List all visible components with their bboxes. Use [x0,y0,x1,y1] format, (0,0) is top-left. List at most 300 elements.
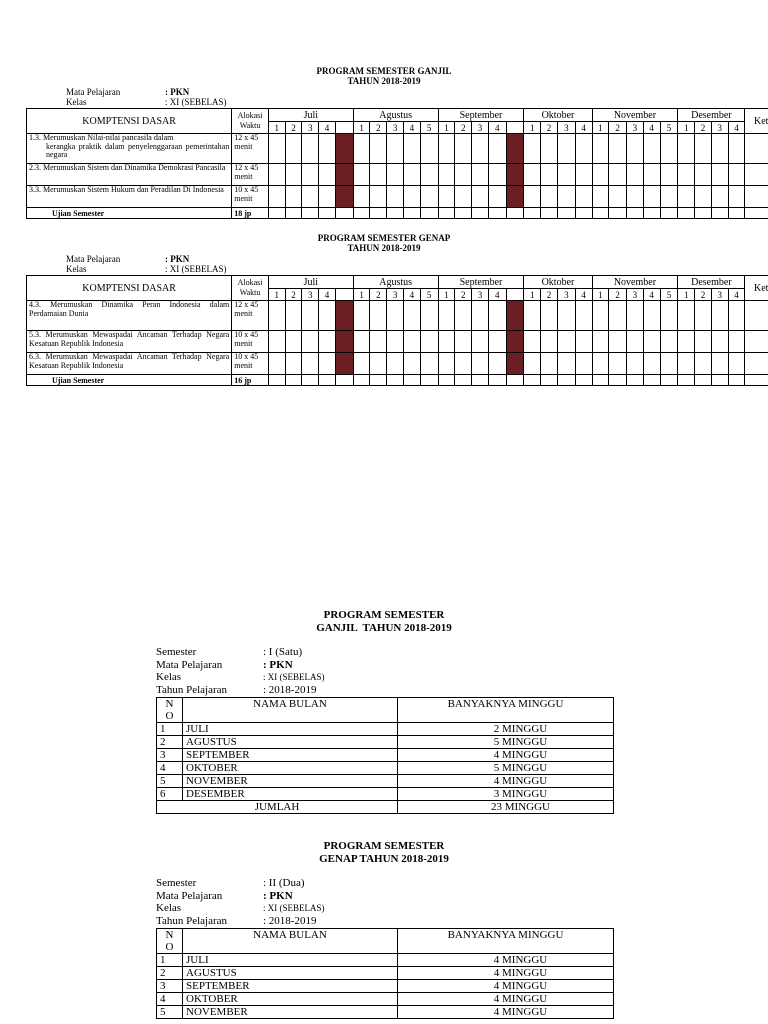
week-cell [403,164,420,186]
month-name: NOVEMBER [183,1006,398,1019]
week-number: 3 [387,289,404,301]
week-cell [420,134,438,164]
week-cell [285,353,302,375]
week-cell [575,301,592,331]
week-cell [488,208,506,219]
week-cell [627,186,644,208]
week-cell [609,331,627,353]
meta-label: Mata Pelajaran [156,658,223,671]
summary-genap-title-line1: PROGRAM SEMESTER [323,840,445,852]
week-cell [472,353,489,375]
meta-row [156,646,325,659]
week-number: 3 [302,122,319,134]
week-cell [711,208,728,219]
month-header: November [592,276,678,289]
week-number: 1 [592,122,609,134]
week-number: 3 [711,289,728,301]
week-cell [660,331,678,353]
kd-row [27,164,768,186]
week-cell [541,186,558,208]
blocked-week-cell [506,301,524,331]
week-cell [472,208,489,219]
banyaknya-minggu-header: BANYAKNYA MINGGU [398,698,614,723]
ujian-label: Ujian Semester [27,208,232,219]
week-cell [541,208,558,219]
week-cell [319,208,336,219]
blocked-week-cell [506,331,524,353]
month-row [157,788,614,801]
week-cell [575,186,592,208]
ket-cell [745,331,768,353]
meta-row [156,671,325,684]
week-number: 2 [455,289,472,301]
month-weeks: 4 MINGGU [398,967,614,980]
week-cell [335,208,353,219]
week-cell [541,301,558,331]
week-cell [695,331,712,353]
week-number: 2 [541,289,558,301]
month-header: Desember [678,276,745,289]
month-row [157,1006,614,1019]
week-number [506,122,524,134]
meta-label: Tahun Pelajaran [156,683,228,696]
kd-text [27,331,232,353]
week-cell [370,331,387,353]
week-cell [728,301,745,331]
week-number: 4 [575,122,592,134]
week-cell [695,301,712,331]
month-no: 3 [157,980,183,993]
week-cell [660,353,678,375]
month-no: 2 [157,736,183,749]
week-cell [455,186,472,208]
week-number: 3 [472,289,489,301]
ganjil-mapel-label: Mata Pelajaran [66,87,121,97]
week-cell [488,186,506,208]
week-cell [302,301,319,331]
week-cell [678,375,695,386]
week-cell [592,331,609,353]
week-number: 4 [319,122,336,134]
meta-value: : I (Satu) [263,646,303,658]
week-cell [353,301,370,331]
week-cell [541,164,558,186]
week-cell [353,353,370,375]
week-cell [268,134,285,164]
jumlah-label: JUMLAH [157,801,398,814]
week-cell [438,375,455,386]
week-cell [728,331,745,353]
week-cell [575,164,592,186]
week-cell [557,375,575,386]
summary-genap-title [0,840,768,865]
summary-genap-meta [156,877,325,927]
week-cell [609,301,627,331]
summary-genap-table [156,928,614,1019]
month-name: OKTOBER [183,993,398,1006]
week-cell [695,186,712,208]
ganjil-title [0,66,768,87]
meta-label: Kelas [156,902,182,914]
kd-text [27,301,232,331]
week-cell [711,164,728,186]
week-cell [643,331,660,353]
kd-text [27,186,232,208]
meta-label: Semester [156,646,197,658]
month-header: Agustus [353,109,438,122]
alokasi-header: Alokasi Waktu [232,109,269,134]
week-number: 1 [268,289,285,301]
kd-text [27,353,232,375]
week-number [335,122,353,134]
meta-value: : XI (SEBELAS) [263,672,325,682]
week-cell [609,353,627,375]
week-cell [268,331,285,353]
month-header: Juli [268,109,353,122]
week-cell [660,186,678,208]
week-cell [438,186,455,208]
blocked-week-cell [506,186,524,208]
week-cell [557,134,575,164]
meta-row [156,684,325,697]
week-cell [420,331,438,353]
week-cell [695,208,712,219]
week-cell [285,164,302,186]
week-cell [592,208,609,219]
week-cell [627,134,644,164]
ket-cell [745,301,768,331]
week-number: 3 [557,122,575,134]
week-cell [319,186,336,208]
month-name: JULI [183,954,398,967]
week-number: 4 [643,122,660,134]
month-header: Oktober [524,109,592,122]
kd-text-main: 5.3. Merumuskan Mewaspadai Ancaman Terhadap Negara Kesatuan Republik Indonesia [29,330,230,348]
week-cell [524,134,541,164]
nama-bulan-header: NAMA BULAN [183,698,398,723]
ujian-row [27,208,768,219]
week-cell [455,301,472,331]
alokasi-value: 12 x 45 menit [232,164,269,186]
ujian-label: Ujian Semester [27,375,232,386]
blocked-week-cell [335,353,353,375]
week-cell [285,134,302,164]
week-cell [592,186,609,208]
week-cell [643,301,660,331]
week-cell [643,375,660,386]
month-header: September [438,276,524,289]
week-cell [609,164,627,186]
week-number: 2 [370,289,387,301]
week-cell [643,134,660,164]
week-cell [711,353,728,375]
week-number: 1 [524,289,541,301]
banyaknya-minggu-header: BANYAKNYA MINGGU [398,929,614,954]
month-weeks: 2 MINGGU [398,723,614,736]
month-table-header [157,929,614,954]
week-cell [695,353,712,375]
meta-value: : XI (SEBELAS) [263,903,325,913]
kd-row [27,134,768,164]
week-number: 1 [353,289,370,301]
week-cell [319,375,336,386]
month-no: 2 [157,967,183,980]
week-cell [403,375,420,386]
alokasi-value: 12 x 45 menit [232,134,269,164]
summary-ganjil-title-line1: PROGRAM SEMESTER [323,609,445,621]
week-cell [319,164,336,186]
kd-header: KOMPTENSI DASAR [27,276,232,301]
week-number: 3 [711,122,728,134]
month-weeks: 3 MINGGU [398,788,614,801]
week-cell [643,164,660,186]
week-cell [403,331,420,353]
week-number: 2 [609,289,627,301]
week-number: 1 [438,289,455,301]
month-row [157,762,614,775]
week-cell [678,134,695,164]
month-row [157,749,614,762]
week-cell [302,186,319,208]
week-cell [403,186,420,208]
week-cell [678,353,695,375]
week-cell [285,301,302,331]
week-number: 4 [403,289,420,301]
week-cell [370,375,387,386]
month-no: 4 [157,762,183,775]
week-cell [335,375,353,386]
ujian-jp: 18 jp [232,208,269,219]
meta-value: : II (Dua) [263,877,305,889]
month-no: 1 [157,723,183,736]
week-cell [420,186,438,208]
week-cell [268,208,285,219]
ganjil-title-line2: TAHUN 2018-2019 [347,76,421,87]
week-number: 3 [387,122,404,134]
month-row [157,954,614,967]
week-cell [488,353,506,375]
week-number: 4 [728,289,745,301]
month-no: 4 [157,993,183,1006]
week-cell [627,208,644,219]
week-cell [660,208,678,219]
week-cell [387,134,404,164]
week-number: 5 [420,289,438,301]
week-number: 1 [438,122,455,134]
week-cell [524,375,541,386]
week-cell [557,208,575,219]
week-cell [319,331,336,353]
kd-row [27,186,768,208]
week-cell [592,164,609,186]
ganjil-kelas-label: Kelas [66,97,87,107]
week-number: 2 [285,289,302,301]
week-cell [728,186,745,208]
week-cell [387,186,404,208]
ganjil-title-line1: PROGRAM SEMESTER GANJIL [316,66,452,76]
ket-cell [745,353,768,375]
month-name: SEPTEMBER [183,980,398,993]
genap-mapel-value: : PKN [165,254,190,264]
month-name: DESEMBER [183,788,398,801]
week-number: 1 [524,122,541,134]
week-cell [302,331,319,353]
week-cell [575,208,592,219]
week-number: 4 [319,289,336,301]
alokasi-value: 12 x 45 menit [232,301,269,331]
month-no: 1 [157,954,183,967]
week-cell [524,353,541,375]
week-cell [575,353,592,375]
week-cell [438,353,455,375]
kd-header: KOMPTENSI DASAR [27,109,232,134]
week-cell [438,164,455,186]
ganjil-mapel-value: : PKN [165,87,190,97]
week-cell [455,208,472,219]
week-number: 1 [268,122,285,134]
month-no: 3 [157,749,183,762]
week-cell [488,375,506,386]
week-cell [627,375,644,386]
week-number: 2 [370,122,387,134]
week-cell [728,375,745,386]
month-row [157,775,614,788]
week-cell [268,186,285,208]
genap-kelas-value: : XI (SEBELAS) [165,264,227,274]
week-cell [541,134,558,164]
ket-header: Ket [745,276,768,301]
week-cell [592,353,609,375]
week-number: 4 [488,289,506,301]
ket-cell [745,134,768,164]
week-cell [728,208,745,219]
week-cell [302,164,319,186]
week-cell [472,164,489,186]
week-cell [643,186,660,208]
week-cell [627,301,644,331]
week-cell [370,208,387,219]
ganjil-kelas-value: : XI (SEBELAS) [165,97,227,107]
nama-bulan-header: NAMA BULAN [183,929,398,954]
summary-genap-title-line2: GENAP TAHUN 2018-2019 [319,852,449,865]
ganjil-meta [66,87,227,107]
genap-title-line2: TAHUN 2018-2019 [347,243,421,254]
ket-cell [745,208,768,219]
blocked-week-cell [506,164,524,186]
blocked-week-cell [335,134,353,164]
week-cell [353,331,370,353]
week-cell [557,301,575,331]
week-cell [575,331,592,353]
week-cell [319,353,336,375]
week-cell [455,331,472,353]
week-cell [678,186,695,208]
week-cell [370,186,387,208]
week-cell [403,134,420,164]
week-cell [557,353,575,375]
week-cell [592,375,609,386]
month-name: JULI [183,723,398,736]
week-cell [285,375,302,386]
week-cell [609,208,627,219]
week-number: 5 [420,122,438,134]
kd-text [27,134,232,164]
week-number [335,289,353,301]
month-header: Juli [268,276,353,289]
week-cell [711,186,728,208]
week-cell [557,164,575,186]
week-cell [370,353,387,375]
week-number: 2 [285,122,302,134]
week-number: 3 [627,122,644,134]
week-number: 5 [660,289,678,301]
week-cell [660,134,678,164]
week-cell [455,134,472,164]
week-cell [678,208,695,219]
week-cell [353,208,370,219]
month-weeks: 5 MINGGU [398,762,614,775]
week-cell [455,164,472,186]
week-cell [472,375,489,386]
week-cell [609,186,627,208]
week-cell [524,208,541,219]
month-name: NOVEMBER [183,775,398,788]
week-cell [387,331,404,353]
no-header: N O [157,929,183,954]
week-cell [488,301,506,331]
month-weeks: 4 MINGGU [398,954,614,967]
week-cell [678,301,695,331]
summary-ganjil-title [0,609,768,634]
week-cell [353,164,370,186]
week-number: 5 [660,122,678,134]
week-cell [438,331,455,353]
month-no: 5 [157,1006,183,1019]
week-cell [370,134,387,164]
week-cell [524,301,541,331]
month-weeks: 4 MINGGU [398,775,614,788]
week-cell [268,375,285,386]
meta-label: Mata Pelajaran [156,889,223,902]
week-cell [268,301,285,331]
week-cell [438,134,455,164]
blocked-week-cell [506,353,524,375]
week-cell [660,164,678,186]
week-cell [455,375,472,386]
month-no: 6 [157,788,183,801]
schedule-header-row [27,276,768,289]
month-weeks: 4 MINGGU [398,993,614,1006]
kd-row [27,331,768,353]
week-cell [319,134,336,164]
meta-row [156,877,325,890]
genap-title [0,233,768,254]
week-cell [302,134,319,164]
week-cell [575,375,592,386]
kd-row [27,301,768,331]
week-cell [285,186,302,208]
week-cell [472,134,489,164]
kd-row [27,353,768,375]
meta-row [156,902,325,915]
week-number: 4 [575,289,592,301]
week-cell [268,353,285,375]
month-header: September [438,109,524,122]
genap-title-line1: PROGRAM SEMESTER GENAP [317,233,451,243]
week-cell [403,353,420,375]
kd-text-main: 1.3. Merumuskan Nilai-nilai pancasila dalam [29,133,174,142]
week-cell [592,134,609,164]
